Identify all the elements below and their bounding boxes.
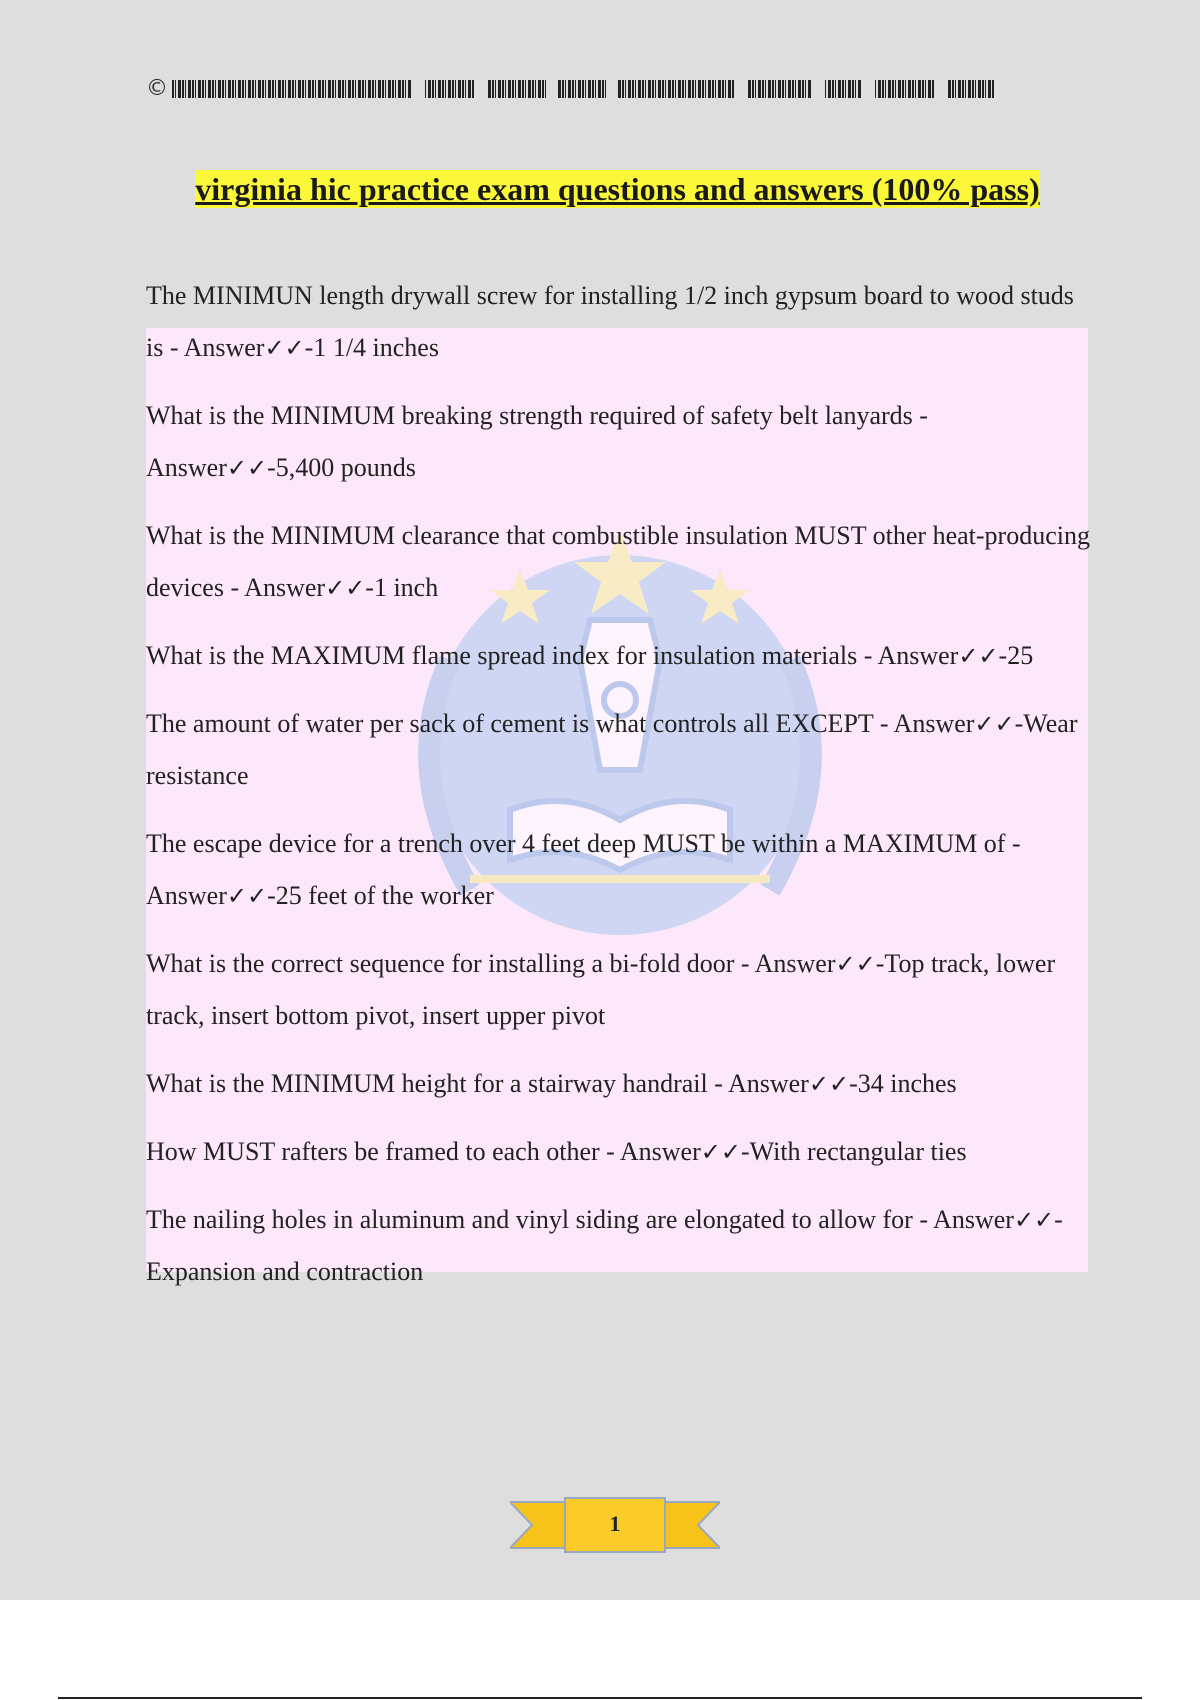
qa-answer: -Top track, lower track, insert bottom pivot, insert upper pivot — [146, 949, 1056, 1030]
qa-answer: -25 feet of the worker — [267, 881, 494, 910]
qa-item: What is the MINIMUM height for a stairway handrail - Answer✓✓-34 inches — [146, 1069, 957, 1098]
double-check-icon: ✓✓ — [808, 1070, 850, 1098]
page-number: 1 — [609, 1511, 621, 1536]
qa-item: What is the MINIMUM breaking strength required of safety belt lanyards - Answer✓✓-5,400 pounds — [146, 401, 928, 482]
header-barcode — [172, 80, 994, 98]
qa-answer: -1 1/4 inches — [304, 333, 439, 362]
qa-answer: -Wear resistance — [146, 709, 1078, 790]
qa-item: The escape device for a trench over 4 feet deep MUST be within a MAXIMUM of - Answer✓✓-25 feet of the worker — [146, 829, 1021, 910]
double-check-icon: ✓✓ — [974, 710, 1015, 738]
double-check-icon: ✓✓ — [700, 1138, 741, 1166]
double-check-icon: ✓✓ — [835, 950, 876, 978]
qa-answer: -Expansion and contraction — [146, 1205, 1063, 1286]
qa-list — [146, 270, 1096, 1314]
document-title: virginia hic practice exam questions and answers (100% pass) — [195, 171, 1040, 207]
double-check-icon: ✓✓ — [1013, 1206, 1055, 1234]
qa-answer: -5,400 pounds — [267, 453, 416, 482]
double-check-icon: ✓✓ — [226, 454, 268, 482]
qa-answer: -34 inches — [849, 1069, 957, 1098]
qa-item: What is the correct sequence for installing a bi-fold door - Answer✓✓-Top track, lower track, insert bottom pivot, insert upper pivot — [146, 949, 1056, 1030]
qa-item: The MINIMUN length drywall screw for installing 1/2 inch gypsum board to wood studs is - Answer✓✓-1 1/4 inches — [146, 281, 1074, 362]
qa-item: What is the MINIMUM clearance that combustible insulation MUST other heat-producing devices - Answer✓✓-1 inch — [146, 521, 1090, 602]
qa-item: The amount of water per sack of cement is what controls all EXCEPT - Answer✓✓-Wear resistance — [146, 709, 1078, 790]
header-stamp — [146, 78, 994, 106]
copyright-symbol: © — [146, 76, 168, 101]
qa-item: What is the MAXIMUM flame spread index for insulation materials - Answer✓✓-25 — [146, 641, 1034, 670]
title-wrapper — [0, 170, 1200, 208]
qa-item: The nailing holes in aluminum and vinyl siding are elongated to allow for - Answer✓✓-Expansion and contraction — [146, 1205, 1063, 1286]
double-check-icon: ✓✓ — [958, 642, 999, 670]
double-check-icon: ✓✓ — [325, 574, 366, 602]
footer-divider — [58, 1697, 1142, 1699]
qa-answer: -25 — [998, 641, 1034, 670]
double-check-icon: ✓✓ — [226, 882, 268, 910]
qa-answer: -With rectangular ties — [740, 1137, 967, 1166]
qa-answer: -1 inch — [365, 573, 439, 602]
qa-item: How MUST rafters be framed to each other - Answer✓✓-With rectangular ties — [146, 1137, 967, 1166]
double-check-icon: ✓✓ — [264, 334, 305, 362]
